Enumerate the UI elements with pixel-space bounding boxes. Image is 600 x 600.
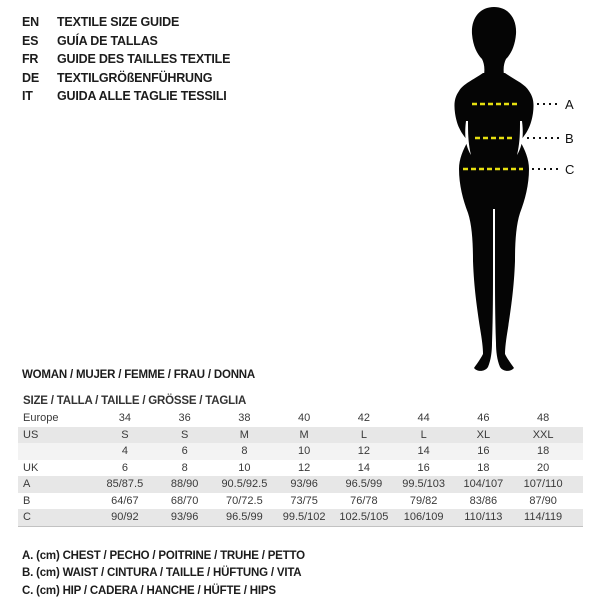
size-cell: 87/90 (529, 494, 557, 507)
size-cell: 88/90 (170, 478, 199, 491)
table-row (18, 493, 583, 510)
size-cell: 96.5/99 (345, 478, 383, 491)
size-cell: 99.5/103 (402, 478, 446, 491)
lang-code-en: EN (22, 15, 39, 30)
size-cell: 110/113 (464, 511, 503, 524)
size-cell: 42 (357, 412, 370, 425)
size-cell: 114/119 (524, 511, 563, 524)
size-cell: 18 (477, 461, 490, 474)
size-cell: XL (476, 428, 491, 441)
size-cell: 40 (298, 412, 311, 425)
size-cell: 107/110 (523, 478, 563, 491)
row-label: A (23, 478, 31, 491)
size-cell: 99.5/102 (282, 511, 326, 524)
title-row-en (22, 13, 230, 32)
lang-code-it: IT (22, 89, 33, 104)
hip-label: C (565, 162, 575, 177)
woman-silhouette-svg (413, 1, 600, 381)
table-row (18, 476, 583, 493)
waist-label: B (565, 131, 574, 146)
title-row-es (22, 32, 230, 51)
size-cell: XXL (532, 428, 554, 441)
size-cell: S (180, 428, 189, 441)
lang-code-es: ES (22, 33, 39, 48)
size-cell: 4 (121, 445, 128, 458)
size-cell: 12 (357, 445, 370, 458)
size-cell: 79/82 (409, 494, 438, 507)
title-text-de: TEXTILGRÖßENFÜHRUNG (57, 70, 213, 85)
row-label: B (23, 494, 31, 507)
row-values (95, 427, 583, 444)
row-values (95, 443, 583, 460)
size-cell: 70/72.5 (226, 494, 263, 507)
size-cell: 46 (477, 412, 490, 425)
row-label: Europe (23, 412, 59, 425)
size-cell: 16 (477, 445, 490, 458)
size-cell: 102.5/105 (339, 511, 389, 524)
silhouette-body (454, 73, 533, 371)
size-cell: 73/75 (290, 494, 318, 507)
title-text-fr: GUIDE DES TAILLES TEXTILE (57, 52, 231, 67)
category-title: WOMAN / MUJER / FEMME / FRAU / DONNA (22, 369, 256, 381)
title-block (22, 13, 230, 106)
row-values (95, 476, 583, 493)
size-cell: 14 (357, 461, 370, 474)
size-cell: 90.5/92.5 (221, 478, 268, 491)
size-cell: 10 (238, 461, 251, 474)
size-cell: 76/78 (350, 494, 378, 507)
legend-waist: B. (cm) WAIST / CINTURA / TAILLE / HÜFTUNG / VITA (22, 567, 302, 580)
title-row-fr (22, 50, 230, 69)
title-text-en: TEXTILE SIZE GUIDE (57, 15, 180, 30)
size-cell: M (299, 428, 309, 441)
row-values (95, 460, 583, 477)
title-text-it: GUIDA ALLE TAGLIE TESSILI (57, 89, 227, 104)
row-label: UK (23, 461, 39, 474)
size-cell: L (360, 428, 367, 441)
size-cell: L (420, 428, 427, 441)
table-row (18, 509, 583, 526)
size-cell: 104/107 (463, 478, 504, 491)
title-row-it (22, 87, 230, 106)
silhouette-head (472, 7, 516, 75)
size-table-header: SIZE / TALLA / TAILLE / GRÖSSE / TAGLIA (23, 395, 247, 407)
row-values (95, 509, 583, 526)
size-cell: 90/92 (111, 511, 139, 524)
size-cell: 106/109 (403, 511, 444, 524)
size-cell: 6 (121, 461, 128, 474)
row-label: US (23, 428, 39, 441)
size-cell: 8 (181, 461, 188, 474)
measurement-figure (413, 1, 600, 381)
title-row-de (22, 69, 230, 88)
table-row (18, 427, 583, 444)
title-text-es: GUÍA DE TALLAS (57, 33, 158, 48)
size-cell: 85/87.5 (106, 478, 144, 491)
size-cell: 64/67 (111, 494, 139, 507)
legend-hip: C. (cm) HIP / CADERA / HANCHE / HÜFTE / HIPS (22, 584, 276, 597)
lang-code-de: DE (22, 70, 39, 85)
size-cell: 12 (298, 461, 311, 474)
measurement-legend (22, 547, 305, 600)
size-cell: 14 (417, 445, 430, 458)
size-cell: 38 (238, 412, 251, 425)
size-cell: 20 (537, 461, 550, 474)
size-cell: 34 (118, 412, 131, 425)
size-cell: 8 (241, 445, 248, 458)
size-cell: 93/96 (170, 511, 199, 524)
size-cell: 10 (298, 445, 311, 458)
row-values (95, 410, 583, 427)
chest-label: A (565, 97, 574, 112)
size-cell: S (121, 428, 129, 441)
row-label: C (23, 511, 31, 524)
table-row (18, 443, 583, 460)
table-row (18, 410, 583, 427)
size-cell: 48 (537, 412, 550, 425)
size-cell: 93/96 (290, 478, 318, 491)
size-cell: 16 (417, 461, 430, 474)
legend-chest: A. (cm) CHEST / PECHO / POITRINE / TRUHE / PETTO (22, 549, 305, 562)
size-cell: 44 (417, 412, 430, 425)
size-cell: 96.5/99 (226, 511, 263, 524)
size-cell: 68/70 (170, 494, 199, 507)
size-table-body (18, 410, 583, 526)
lang-code-fr: FR (22, 52, 39, 67)
size-table (18, 392, 583, 527)
size-cell: 36 (178, 412, 191, 425)
row-values (95, 493, 583, 510)
size-cell: M (239, 428, 249, 441)
size-cell: 6 (181, 445, 188, 458)
table-row (18, 460, 583, 477)
size-cell: 18 (537, 445, 550, 458)
size-cell: 83/86 (469, 494, 498, 507)
